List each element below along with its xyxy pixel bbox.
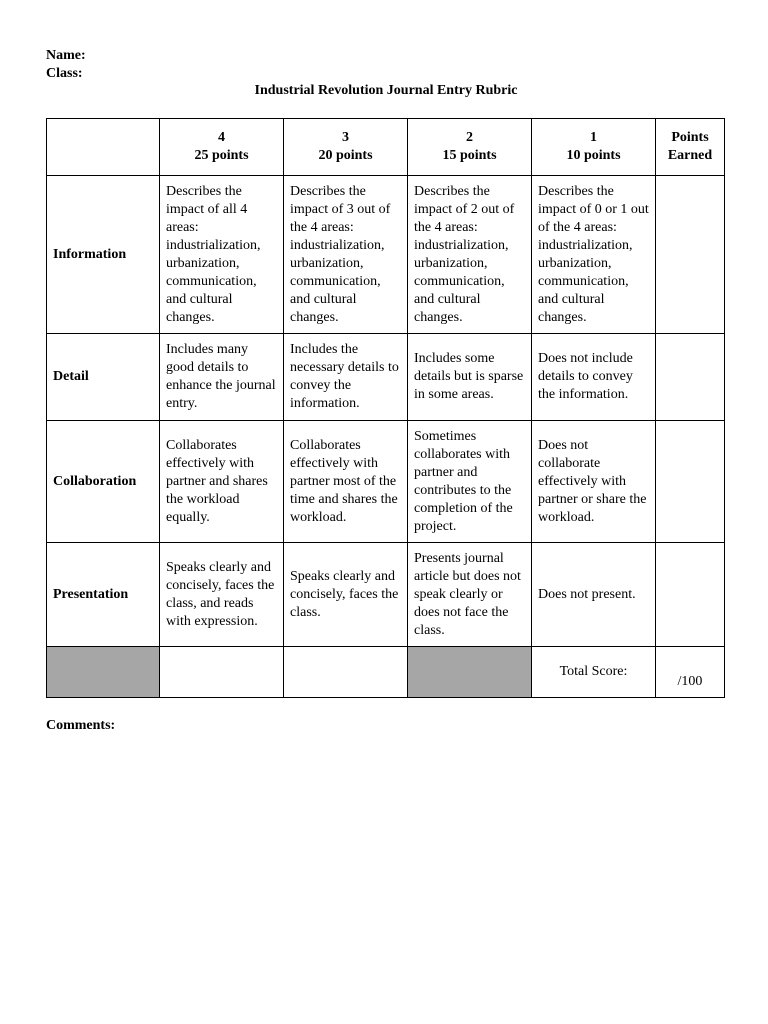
points-earned-cell[interactable] (656, 543, 725, 647)
rubric-row-presentation (47, 543, 725, 647)
comments-label: Comments: (46, 718, 116, 733)
points-earned-header (656, 119, 725, 176)
descriptor-cell: Describes the impact of 3 out of the 4 areas: industrialization, urbanization, communication, and cultural changes. (284, 176, 408, 334)
rubric-row-detail (47, 334, 725, 421)
points-earned-cell[interactable] (656, 421, 725, 543)
level-points: 10 points (566, 148, 621, 163)
level-points: 15 points (442, 148, 497, 163)
level-4-header (160, 119, 284, 176)
descriptor-cell: Speaks clearly and concisely, faces the class. (284, 543, 408, 647)
descriptor-cell: Collaborates effectively with partner most of the time and shares the workload. (284, 421, 408, 543)
name-label: Name: (46, 48, 86, 63)
rubric-table (46, 118, 725, 698)
descriptor-cell: Includes many good details to enhance the journal entry. (160, 334, 284, 421)
rubric-row-collaboration (47, 421, 725, 543)
descriptor-cell: Presents journal article but does not speak clearly or does not face the class. (408, 543, 532, 647)
shaded-cell (408, 647, 532, 698)
descriptor-cell: Does not present. (532, 543, 656, 647)
level-number: 3 (342, 130, 349, 145)
empty-cell (160, 647, 284, 698)
descriptor-cell: Describes the impact of 0 or 1 out of the 4 areas: industrialization, urbanization, communication, and cultural changes. (532, 176, 656, 334)
criterion-label: Collaboration (47, 421, 160, 543)
descriptor-cell: Describes the impact of 2 out of the 4 areas: industrialization, urbanization, communication, and cultural changes. (408, 176, 532, 334)
descriptor-cell: Describes the impact of all 4 areas: industrialization, urbanization, communication, and cultural changes. (160, 176, 284, 334)
criterion-label: Presentation (47, 543, 160, 647)
descriptor-cell: Collaborates effectively with partner and shares the workload equally. (160, 421, 284, 543)
criterion-label: Detail (47, 334, 160, 421)
shaded-cell (47, 647, 160, 698)
level-points: 25 points (194, 148, 249, 163)
level-number: 4 (218, 130, 225, 145)
descriptor-cell: Includes some details but is sparse in some areas. (408, 334, 532, 421)
level-3-header (284, 119, 408, 176)
level-number: 1 (590, 130, 597, 145)
points-earned-cell[interactable] (656, 334, 725, 421)
total-score-field[interactable]: /100 (656, 647, 725, 698)
descriptor-cell: Does not collaborate effectively with partner or share the workload. (532, 421, 656, 543)
class-label: Class: (46, 66, 83, 81)
criterion-label: Information (47, 176, 160, 334)
points-earned-line-1: Points (671, 130, 709, 145)
rubric-row-information (47, 176, 725, 334)
level-points: 20 points (318, 148, 373, 163)
header-row (47, 119, 725, 176)
criterion-header-cell (47, 119, 160, 176)
total-score-label: Total Score: (532, 647, 656, 698)
descriptor-cell: Includes the necessary details to convey the information. (284, 334, 408, 421)
empty-cell (284, 647, 408, 698)
descriptor-cell: Does not include details to convey the information. (532, 334, 656, 421)
level-number: 2 (466, 130, 473, 145)
descriptor-cell: Sometimes collaborates with partner and contributes to the completion of the project. (408, 421, 532, 543)
descriptor-cell: Speaks clearly and concisely, faces the class, and reads with expression. (160, 543, 284, 647)
level-1-header (532, 119, 656, 176)
points-earned-cell[interactable] (656, 176, 725, 334)
points-earned-line-2: Earned (667, 148, 713, 163)
total-row (47, 647, 725, 698)
level-2-header (408, 119, 532, 176)
document-title: Industrial Revolution Journal Entry Rubric (254, 83, 518, 98)
